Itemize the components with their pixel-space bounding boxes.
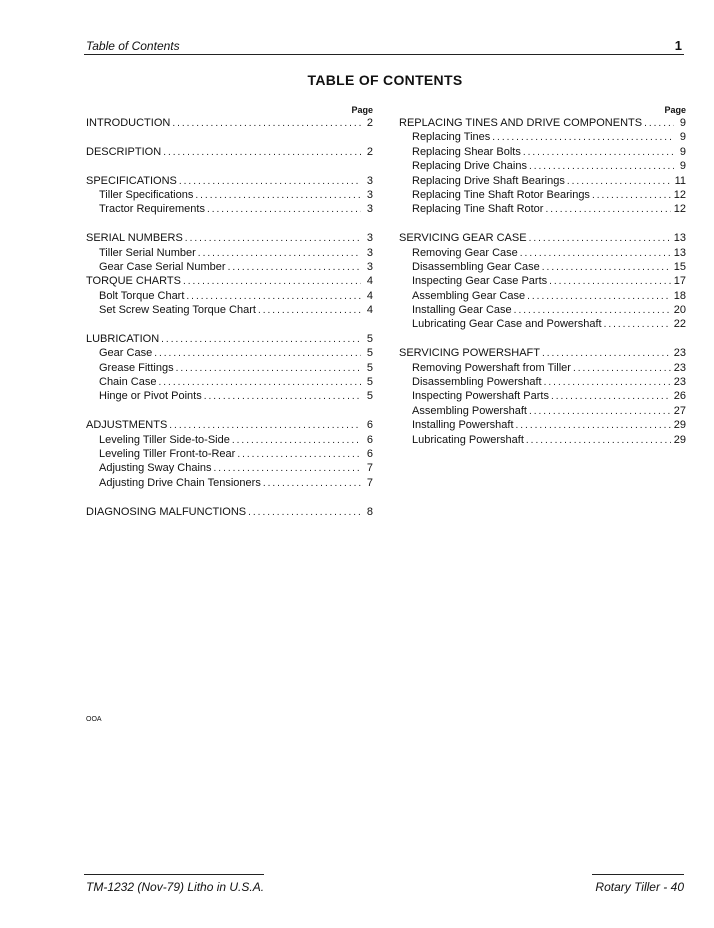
toc-subentry xyxy=(86,346,373,360)
toc-entry-title: Replacing Drive Chains xyxy=(412,160,527,173)
dot-leader xyxy=(258,304,361,318)
dot-leader xyxy=(176,362,361,376)
toc-entry-page: 6 xyxy=(366,447,373,460)
toc-entry-title: Hinge or Pivot Points xyxy=(99,390,202,403)
toc-entry-page: 20 xyxy=(673,304,686,317)
toc-entry-title: Removing Gear Case xyxy=(412,246,518,259)
toc-entry-title: Replacing Tine Shaft Rotor xyxy=(412,203,544,216)
dot-leader xyxy=(516,419,671,433)
toc-subentry xyxy=(399,130,686,144)
toc-subentry xyxy=(399,260,686,274)
toc-section-entry xyxy=(86,332,373,346)
toc-entry-title: SERVICING POWERSHAFT xyxy=(399,347,540,360)
running-header: Table of Contents xyxy=(86,39,180,53)
toc-spacer xyxy=(86,490,373,504)
toc-subentry xyxy=(399,159,686,173)
dot-leader xyxy=(545,203,670,217)
dot-leader xyxy=(228,261,361,275)
toc-entry-page: 5 xyxy=(366,376,373,389)
toc-entry-page: 12 xyxy=(673,203,686,216)
toc-entry-page: 8 xyxy=(366,505,373,518)
toc-entry-page: 5 xyxy=(366,347,373,360)
dot-leader xyxy=(529,405,671,419)
toc-entry-title: Replacing Shear Bolts xyxy=(412,145,521,158)
toc-spacer xyxy=(86,317,373,331)
toc-entry-title: Inspecting Powershaft Parts xyxy=(412,390,549,403)
dot-leader xyxy=(529,160,674,174)
toc-subentry xyxy=(399,433,686,447)
toc-entry-title: Adjusting Drive Chain Tensioners xyxy=(99,476,261,489)
toc-subentry xyxy=(86,375,373,389)
toc-section-entry xyxy=(399,346,686,360)
dot-leader xyxy=(204,390,361,404)
dot-leader xyxy=(183,275,361,289)
toc-entry-page: 9 xyxy=(679,160,686,173)
toc-entry-page: 5 xyxy=(366,361,373,374)
toc-subentry xyxy=(399,389,686,403)
toc-entry-title: TORQUE CHARTS xyxy=(86,275,181,288)
toc-entry-title: INTRODUCTION xyxy=(86,117,171,129)
toc-entry-title: DESCRIPTION xyxy=(86,145,162,158)
toc-entry-page: 3 xyxy=(366,246,373,259)
toc-entry-title: Replacing Drive Shaft Bearings xyxy=(412,174,565,187)
toc-entry-page: 26 xyxy=(673,390,686,403)
toc-subentry xyxy=(86,202,373,216)
toc-entry-title: Leveling Tiller Side-to-Side xyxy=(99,433,230,446)
toc-entry-page: 3 xyxy=(366,260,373,273)
dot-leader xyxy=(158,376,361,390)
toc-spacer xyxy=(86,217,373,231)
toc-subentry xyxy=(399,317,686,331)
dot-leader xyxy=(526,434,671,448)
dot-leader xyxy=(523,146,674,160)
toc-subentry xyxy=(399,418,686,432)
dot-leader xyxy=(644,117,674,131)
toc-entry-title: Disassembling Gear Case xyxy=(412,260,540,273)
dot-leader xyxy=(514,304,671,318)
toc-entry-title: REPLACING TINES AND DRIVE COMPONENTS xyxy=(399,117,643,129)
toc-entry-title: Tiller Serial Number xyxy=(99,246,196,259)
footer-rule-left xyxy=(84,874,264,875)
toc-subentry xyxy=(86,461,373,475)
footer-rule-right xyxy=(592,874,684,875)
dot-leader xyxy=(529,232,671,246)
toc-section-entry xyxy=(86,231,373,245)
toc-entry-title: Lubricating Powershaft xyxy=(412,433,524,446)
toc-entry-page: 18 xyxy=(673,289,686,302)
toc-section-entry xyxy=(86,418,373,432)
toc-entry-page: 7 xyxy=(366,462,373,475)
dot-leader xyxy=(549,275,671,289)
toc-subentry xyxy=(399,174,686,188)
dot-leader xyxy=(492,131,674,145)
dot-leader xyxy=(527,290,671,304)
footer-publication: TM-1232 (Nov-79) Litho in U.S.A. xyxy=(86,880,265,894)
dot-leader xyxy=(542,261,671,275)
toc-entry-page: 22 xyxy=(673,318,686,331)
page-title: TABLE OF CONTENTS xyxy=(307,72,463,88)
toc-subentry xyxy=(86,246,373,260)
toc-entry-page: 3 xyxy=(366,174,373,187)
toc-entry-page: 23 xyxy=(673,361,686,374)
toc-entry-page: 13 xyxy=(673,232,686,245)
toc-entry-page: 9 xyxy=(679,145,686,158)
toc-subentry xyxy=(86,188,373,202)
toc-entry-title: Removing Powershaft from Tiller xyxy=(412,361,571,374)
toc-section-entry xyxy=(86,274,373,288)
toc-entry-title: ADJUSTMENTS xyxy=(86,419,168,432)
toc-subentry xyxy=(399,188,686,202)
toc-entry-title: Inspecting Gear Case Parts xyxy=(412,275,548,288)
toc-entry-page: 3 xyxy=(366,203,373,216)
dot-leader xyxy=(179,175,361,189)
header-rule xyxy=(84,54,684,55)
toc-entry-title: Replacing Tine Shaft Rotor Bearings xyxy=(412,188,590,201)
toc-subentry xyxy=(86,303,373,317)
dot-leader xyxy=(551,390,671,404)
toc-entry-title: SERIAL NUMBERS xyxy=(86,232,183,245)
dot-leader xyxy=(214,462,361,476)
toc-subentry xyxy=(86,476,373,490)
toc-entry-page: 29 xyxy=(673,419,686,432)
toc-section-entry xyxy=(86,116,373,130)
toc-subentry xyxy=(399,145,686,159)
toc-right-column xyxy=(399,104,686,447)
dot-leader xyxy=(185,232,361,246)
toc-spacer xyxy=(86,159,373,173)
toc-subentry xyxy=(399,404,686,418)
toc-entry-title: Assembling Powershaft xyxy=(412,404,527,417)
toc-subentry xyxy=(86,433,373,447)
toc-subentry xyxy=(399,202,686,216)
toc-subentry xyxy=(86,389,373,403)
toc-entry-title: Gear Case xyxy=(99,347,153,360)
dot-leader xyxy=(198,247,361,261)
toc-subentry xyxy=(399,289,686,303)
dot-leader xyxy=(163,146,361,160)
toc-entry-title: Bolt Torque Chart xyxy=(99,289,185,302)
dot-leader xyxy=(604,318,671,332)
dot-leader xyxy=(169,419,361,433)
toc-entry-page: 29 xyxy=(673,433,686,446)
toc-entry-page: 2 xyxy=(366,145,373,158)
dot-leader xyxy=(567,175,672,189)
toc-entry-page: 23 xyxy=(673,347,686,360)
footer-title: Rotary Tiller - 40 xyxy=(595,880,684,894)
toc-entry-page: 15 xyxy=(673,260,686,273)
dot-leader xyxy=(207,203,361,217)
toc-subentry xyxy=(399,375,686,389)
toc-entry-title: Set Screw Seating Torque Chart xyxy=(99,304,256,317)
toc-section-entry xyxy=(399,231,686,245)
toc-entry-title: Adjusting Sway Chains xyxy=(99,462,212,475)
toc-subentry xyxy=(399,274,686,288)
dot-leader xyxy=(186,290,361,304)
dot-leader xyxy=(232,434,361,448)
toc-spacer xyxy=(399,332,686,346)
toc-entry-page: 13 xyxy=(673,246,686,259)
toc-entry-page: 6 xyxy=(366,433,373,446)
toc-entry-page: 7 xyxy=(366,476,373,489)
dot-leader xyxy=(172,117,361,131)
toc-entry-page: 5 xyxy=(366,332,373,345)
toc-entry-page: 4 xyxy=(366,304,373,317)
toc-section-entry xyxy=(86,505,373,519)
toc-entry-title: Installing Powershaft xyxy=(412,419,514,432)
toc-subentry xyxy=(86,361,373,375)
toc-subentry xyxy=(86,289,373,303)
toc-entry-title: Chain Case xyxy=(99,376,157,389)
toc-entry-page: 12 xyxy=(673,188,686,201)
toc-subentry xyxy=(86,447,373,461)
toc-entry-page: 4 xyxy=(366,289,373,302)
dot-leader xyxy=(248,506,361,520)
dot-leader xyxy=(544,376,671,390)
toc-entry-page: 27 xyxy=(673,404,686,417)
dot-leader xyxy=(154,347,361,361)
toc-entry-title: Lubricating Gear Case and Powershaft xyxy=(412,318,602,331)
dot-leader xyxy=(592,189,671,203)
document-code: OOA xyxy=(86,716,102,723)
toc-entry-title: LUBRICATION xyxy=(86,332,160,345)
toc-entry-title: DIAGNOSING MALFUNCTIONS xyxy=(86,505,247,518)
toc-subentry xyxy=(399,303,686,317)
toc-entry-title: Tiller Specifications xyxy=(99,188,194,201)
toc-entry-title: SERVICING GEAR CASE xyxy=(399,232,527,245)
toc-left-column xyxy=(86,104,373,519)
toc-entry-title: Tractor Requirements xyxy=(99,203,205,216)
toc-entry-title: Grease Fittings xyxy=(99,361,174,374)
toc-spacer xyxy=(86,130,373,144)
toc-entry-page: 6 xyxy=(366,419,373,432)
toc-entry-page: 23 xyxy=(673,376,686,389)
toc-entry-title: SPECIFICATIONS xyxy=(86,174,177,187)
toc-entry-page: 9 xyxy=(679,131,686,144)
toc-subentry xyxy=(399,361,686,375)
toc-entry-title: Disassembling Powershaft xyxy=(412,376,542,389)
toc-entry-title: Assembling Gear Case xyxy=(412,289,526,302)
toc-entry-page: 11 xyxy=(674,174,686,187)
toc-entry-page: 4 xyxy=(366,275,373,288)
dot-leader xyxy=(195,189,361,203)
toc-entry-page: 3 xyxy=(366,188,373,201)
toc-entry-page: 3 xyxy=(366,232,373,245)
toc-section-entry xyxy=(86,174,373,188)
dot-leader xyxy=(520,247,671,261)
toc-entry-page: 2 xyxy=(366,117,373,129)
toc-section-entry xyxy=(86,145,373,159)
dot-leader xyxy=(573,362,671,376)
toc-entry-title: Gear Case Serial Number xyxy=(99,260,226,273)
toc-section-entry xyxy=(399,116,686,130)
toc-entry-title: Replacing Tines xyxy=(412,131,491,144)
toc-entry-title: Leveling Tiller Front-to-Rear xyxy=(99,447,236,460)
page-column-label: Page xyxy=(351,105,373,115)
toc-entry-page: 17 xyxy=(673,275,686,288)
page-number: 1 xyxy=(674,38,682,53)
toc-entry-title: Installing Gear Case xyxy=(412,304,512,317)
dot-leader xyxy=(161,333,361,347)
dot-leader xyxy=(237,448,361,462)
toc-subentry xyxy=(399,246,686,260)
toc-subentry xyxy=(86,260,373,274)
dot-leader xyxy=(263,477,361,491)
dot-leader xyxy=(542,347,671,361)
toc-entry-page: 5 xyxy=(366,390,373,403)
toc-entry-page: 9 xyxy=(679,117,686,129)
toc-spacer xyxy=(86,404,373,418)
toc-spacer xyxy=(399,217,686,231)
page-column-label: Page xyxy=(664,105,686,115)
